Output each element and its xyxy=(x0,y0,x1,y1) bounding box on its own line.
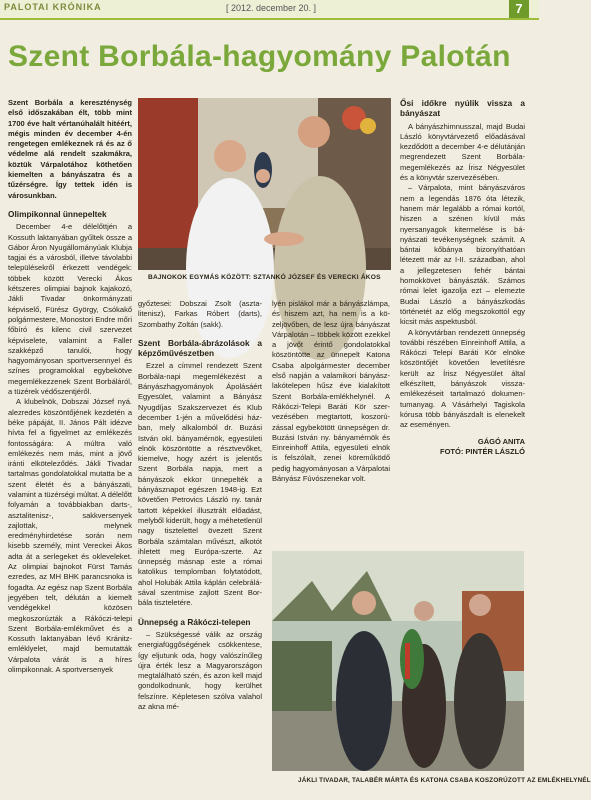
article-lead: Szent Borbála a kereszténység első időszakában élt, több mint 1700 éve halt vértanúhalált hitéért, mégis minden év december 4-én rengetegen emlékeznek rá és az ő védelme alá rendelt szakmákra, köztük Várpalotához köthetően kiemelten a bányászatra és a tűzérségre. Így tettek idén is városunkban. xyxy=(8,98,132,200)
article-column-4 xyxy=(400,98,525,544)
article-column-2 xyxy=(138,299,262,796)
paragraph: A klubelnök, Dobszai József nyá. alezredes köszöntőjének kezdetén a béke pápáját, II. János Pált idézve hívta fel a figyelmet az emlékezés fontosságára: A múltra való emlékezés nem más, mint a jövő iránti elköteleződés. Jákli Tivadar tartalmas gondolatokkal mutatta be a szent életét és a bányászati, valamint a tüzérségi múltat. A délelőtt folyamán a továbbiakban darts-, asztalitenisz-, sakkversenyek zajlottak, melynek eredményhirdetése során nem kisebb személy, mint Vereckei Ákos adta át a serlegeket és okleveleket. Az olimpiai bajnokot Fürst Tamás ezredes, az MH BHK parancsnoka is fogadta. Az egész nap Szent Borbála jegyében telt, délután a kiemelt vendégekkel közösen megkoszorúzták a Rákóczi-telepi Szent Borbála-emlékművet és a Kossuth laktanyában lévő Kránitz-emléklyelet, majd bemutatták Várpalota várát is a híres olimpikonnak. A sportversenyek xyxy=(8,397,132,675)
photo-handshake-image xyxy=(138,98,391,270)
photo-caption-1: BAJNOKOK EGYMÁS KÖZÖTT: SZTANKÓ JÓZSEF ÉS VERECKI ÁKOS xyxy=(148,274,381,281)
paragraph: December 4-e délelőttjén a Kossuth laktanyában gyűltek össze a Gábor Áron Nyugállományúak Klubja tagjai és a városból, illetve távolabbi településekről érkezett vendégek: többek között Verecki Ákos kétszeres olimpiai bajnok kajakozó, Jákli Tivadar önkormányzati képviselő, Fürész György, Csókakő polgármestere, Monostori Endre mőri főbíró és kilenc civil szervezet képviselete, valamint a Faller szakképző tanulói, hogy hagyományosan sportversennyel és színes programokkal egybekötve megemlékezzenek Szent Borbáláról, a tüzérek védőszentjéről. xyxy=(8,222,132,397)
photo-wreath-ceremony xyxy=(272,551,524,771)
author-signature: GÁGÓ ANITA xyxy=(477,436,525,446)
article-column-1 xyxy=(8,98,132,796)
article-title: Szent Borbála-hagyomány Palotán xyxy=(8,40,511,73)
photo-credit: FOTÓ: PINTÉR LÁSZLÓ xyxy=(440,446,525,456)
paragraph: – Várpalota, mint bányászváros nem a legendás 1876 óta létezik, hanem már legalább a római kortól, hiszen a szénen kívül más nyersanyagok kitermelése is bányászati tevékenységnek számít. A bántai kőbánya bizonyíthatóan létezett már az I-II. században, ahol a jellegzetesen fehér bántai homokkövet bányászták. Számos római lelet igazolja ezt – elemezte Budai László a bányászkodás történetét az előg megszokottól egy kicsit más aspektusból. xyxy=(400,183,525,327)
section-heading: Ünnepség a Rákóczi-telepen xyxy=(138,616,251,627)
paragraph: Ezzel a címmel rendezett Szent Borbála-napi megemlékezést a Bányászhagyományok Ápolásáért Egyesület, valamint a Bányász Nyugdíjas Szakszervezet és Klub december 1-jén a művelődési házban, mely alkalomból dr. Buzási István okl. bányamérnök, egyesületi elnök köszöntötte a résztvevőket, kiemelve, hogy azért is jelentős Szent Borbála napja, mert a bányászok ekkor ünnepelték a bányásznapot egészen 1948-ig. Ezt követően Petrovics László ny. tanár tartott képekkel illusztrált előadást, melyből kiderült, hogy a méhetetlenül nagy tisztelettel övezett Szent Borbála számtalan művészt, alkotót ihletett meg Európa-szerte. Az ünnepség másnap este a római katolikus templomban folytatódott, ahol Holubák Attila káplán celebrálásával szentmise zajlott Szent Borbála tiszteletére. xyxy=(138,361,262,608)
paragraph: A bányászhimnusszal, majd Budai László könyvtárvezető előadásával kezdődött a december 4-e délutánján megrendezett Szent Borbála-megemlékezés az Írisz Négyesület és a könyvtár szervezésében. xyxy=(400,121,525,183)
photo-handshake xyxy=(138,98,391,270)
issue-date: [ 2012. december 20. ] xyxy=(226,3,317,13)
section-heading: Szent Borbála-ábrázolások a képzőművészetben xyxy=(138,337,262,359)
photo-caption-2: JÁKLI TIVADAR, TALABÉR MÁRTA ÉS KATONA CSABA KOSZORÚZOTT AZ EMLÉKHELYNÉL xyxy=(298,777,591,784)
section-heading: Olimpikonnal ünnepeltek xyxy=(8,208,107,219)
paragraph: A könyvtárban rendezett ünnepség további részében Einreinhoff Attila, a Rákóczi Telepi Baráti Kör elnöke köszöntőjét követően levetítésre került az Írisz Négyesület által elkészített, bányászok visszaemlékezéseit tartalmazó dokumentumanyag. A Vásárhelyi Tagiskola kórusa több bányászdalt is elenekelt az eseményen. xyxy=(400,327,525,430)
paragraph: lyén pislákol már a bányászlámpa, és hiszem azt, ha nem is a közeljövőben, de lesz újra bányászat Várpalotán – többek között ezekkel a jövőt érintő gondolatokkal köszöntötte az ünnepelt Katona Csaba alpolgármester december első napján a valamikori bányászlakótelepen hűsz éve kialakított Szent Borbála-emlékhelynél. A Rákóczi-Telepi Baráti Kör szervezésében megtartott, koszorúzással egybekötött ünnepségen dr. Buzási István ny. bányamérnök és Einreinhoff Attila, egyesületi elnök is felszólalt, zenei köreműködő pedig hagyományosan a Várpalotai Bányász Fúvószenekar volt. xyxy=(272,299,390,484)
photo-wreath-image xyxy=(272,551,524,771)
publication-logo: PALOTAI KRÓNIKA xyxy=(4,2,102,12)
paragraph: – Szükségessé válik az ország energiafüggőségének csökkentese, így eljutunk oda, hogy valószínűleg újra érték lesz a Magyarországon megtalálható szén, és azon kell majd gondolkodnunk, hogy kerülhet felszínre. Képletesen szólva valahol az akna mé- xyxy=(138,629,262,711)
section-heading: Ősi időkre nyúlik vissza a bányászat xyxy=(400,98,525,119)
article-column-3 xyxy=(272,299,390,547)
paragraph: győztesei: Dobszai Zsolt (asztalitenisz), Farkas Róbert (darts), Szombathy Zoltán (sakk). xyxy=(138,299,262,329)
page-number: 7 xyxy=(509,0,529,18)
